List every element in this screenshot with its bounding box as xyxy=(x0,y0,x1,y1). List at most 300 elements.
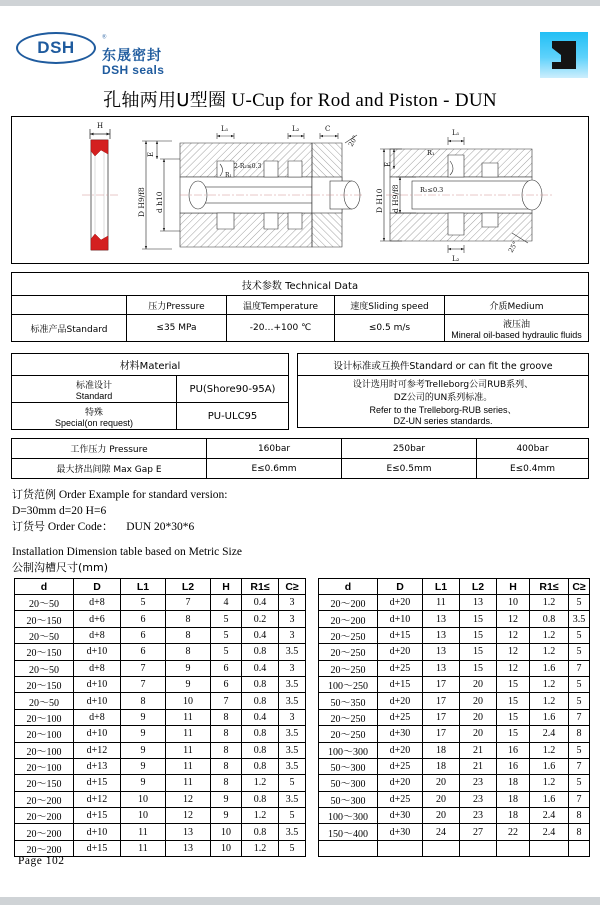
table-cell-d: d+25 xyxy=(378,660,423,676)
logo-mark: DSH xyxy=(16,32,96,64)
table-cell-c: 3.5 xyxy=(279,791,306,807)
table-row xyxy=(15,627,306,643)
table-cell-l1: 6 xyxy=(121,611,166,627)
table-cell-r1: 0.4 xyxy=(242,660,279,676)
table-cell-l2: 7 xyxy=(166,595,211,611)
table-row xyxy=(319,627,590,643)
table-cell-c: 3.5 xyxy=(569,611,590,627)
table-cell-h: 9 xyxy=(211,808,242,824)
table-row xyxy=(12,459,589,479)
table-cell-h: 18 xyxy=(497,775,530,791)
table-cell-h: 10 xyxy=(497,595,530,611)
table-cell-c: 3.5 xyxy=(279,726,306,742)
table-row xyxy=(15,758,306,774)
table-cell-d: d+15 xyxy=(378,627,423,643)
svg-text:C: C xyxy=(325,125,331,133)
table-row xyxy=(12,439,589,459)
table-row xyxy=(15,742,306,758)
table-cell-d: 20～200 xyxy=(319,595,378,611)
table-cell-l1: 18 xyxy=(423,742,460,758)
table-cell-l1: 9 xyxy=(121,709,166,725)
standard-groove-table xyxy=(297,353,589,428)
table-cell-c xyxy=(569,840,590,856)
standard-line-1: DZ公司的UN系列标准。 xyxy=(393,393,493,403)
table-cell-c: 5 xyxy=(569,595,590,611)
table-cell-d: d+30 xyxy=(378,808,423,824)
table-cell-l2 xyxy=(460,840,497,856)
table-cell-l2: 15 xyxy=(460,611,497,627)
table-cell-h: 15 xyxy=(497,693,530,709)
table-cell-d: 20～200 xyxy=(15,824,74,840)
table-cell-d: d+12 xyxy=(74,742,121,758)
table-cell-d: 20～150 xyxy=(15,644,74,660)
table-cell-r1: 0.8 xyxy=(242,824,279,840)
table-cell-c: 5 xyxy=(279,775,306,791)
table-cell-l2: 21 xyxy=(460,742,497,758)
table-cell-h: 8 xyxy=(211,742,242,758)
standard-body xyxy=(298,376,589,428)
table-row xyxy=(319,824,590,840)
table-cell-d: 100～300 xyxy=(319,808,378,824)
table-row xyxy=(319,742,590,758)
table-row xyxy=(298,376,589,428)
table-cell-l1: 17 xyxy=(423,726,460,742)
table-cell-d: d+6 xyxy=(74,611,121,627)
table-row xyxy=(12,354,289,376)
pressure-row-label: 工作压力 Pressure xyxy=(12,439,207,459)
table-cell-l2: 23 xyxy=(460,791,497,807)
material-table xyxy=(11,353,289,430)
table-cell-l1: 20 xyxy=(423,775,460,791)
installation-line-en: Installation Dimension table based on Metric Size xyxy=(12,546,242,558)
logo-wordmark xyxy=(102,32,164,76)
table-cell-d: d+15 xyxy=(74,775,121,791)
table-cell-h: 18 xyxy=(497,791,530,807)
table-cell-d: 20～250 xyxy=(319,660,378,676)
table-cell-r1: 1.2 xyxy=(530,676,569,692)
order-line-1 xyxy=(12,487,432,503)
table-cell-c: 3 xyxy=(279,627,306,643)
table-cell-d: 20～150 xyxy=(15,676,74,692)
rod-assembly xyxy=(386,129,552,263)
table-row xyxy=(12,376,289,403)
table-cell-r1: 1.6 xyxy=(530,791,569,807)
table-cell-l1: 20 xyxy=(423,791,460,807)
th-L1: L1 xyxy=(121,579,166,595)
table-cell-h: 12 xyxy=(497,627,530,643)
technical-data-title: 技术参数 Technical Data xyxy=(12,273,589,296)
table-cell-h: 16 xyxy=(497,742,530,758)
table-cell-h: 15 xyxy=(497,726,530,742)
table-cell-l2: 15 xyxy=(460,660,497,676)
table-cell-h: 5 xyxy=(211,644,242,660)
table-cell-r1: 1.2 xyxy=(530,775,569,791)
standard-line-0: 设计选用时可参考Trelleborg公司RUB系列、 xyxy=(352,380,534,390)
th-pressure: 压力Pressure xyxy=(127,296,227,315)
standard-title: 设计标准或互换件Standard or can fit the groove xyxy=(298,354,589,376)
table-cell-l2: 23 xyxy=(460,775,497,791)
table-cell-r1: 1.6 xyxy=(530,660,569,676)
table-row xyxy=(12,403,289,430)
seal-profile xyxy=(82,122,118,250)
company-logo xyxy=(16,32,164,76)
table-cell-c: 3.5 xyxy=(279,824,306,840)
table-cell-l1: 13 xyxy=(423,627,460,643)
th-H: H xyxy=(497,579,530,595)
pressure-250: 250bar xyxy=(342,439,477,459)
table-cell-c: 3.5 xyxy=(279,758,306,774)
table-cell-c: 3.5 xyxy=(279,644,306,660)
table-cell-l2: 8 xyxy=(166,611,211,627)
table-cell-r1: 2.4 xyxy=(530,824,569,840)
table-row xyxy=(15,808,306,824)
table-row xyxy=(319,709,590,725)
table-cell-d: d+8 xyxy=(74,709,121,725)
table-cell-r1: 1.2 xyxy=(530,693,569,709)
material-label-cn: 特殊 xyxy=(84,407,103,418)
table-cell-d: 20～50 xyxy=(15,627,74,643)
table-cell-l2: 12 xyxy=(166,791,211,807)
dimension-table-left xyxy=(14,578,306,857)
table-row xyxy=(319,595,590,611)
table-cell-r1: 0.4 xyxy=(242,595,279,611)
table-cell-r1: 1.2 xyxy=(242,840,279,856)
table-cell-r1: 1.2 xyxy=(530,644,569,660)
table-cell-l1: 9 xyxy=(121,775,166,791)
svg-text:L₁: L₁ xyxy=(452,129,460,137)
th-d: d xyxy=(15,579,74,595)
order-code-value: DUN 20*30*6 xyxy=(126,521,195,533)
pressure-gap-table xyxy=(11,438,589,479)
table-cell-h: 12 xyxy=(497,660,530,676)
th-L2: L2 xyxy=(460,579,497,595)
registered-mark-icon: ® xyxy=(102,34,107,41)
table-row xyxy=(319,644,590,660)
table-cell-c: 7 xyxy=(569,791,590,807)
material-row-1-label xyxy=(12,403,177,430)
order-line-1-cn: 订货范例 xyxy=(12,488,56,501)
table-cell-l2: 15 xyxy=(460,627,497,643)
u-cup-seal-icon xyxy=(540,32,588,78)
dimension-table-right-body xyxy=(319,595,590,857)
medium-cn: 液压油 xyxy=(502,319,530,330)
table-cell-l2: 12 xyxy=(166,808,211,824)
th-R1: R1≤ xyxy=(242,579,279,595)
page-header xyxy=(0,6,600,84)
svg-text:H: H xyxy=(97,122,104,130)
table-cell-h: 6 xyxy=(211,660,242,676)
table-cell-l2: 13 xyxy=(460,595,497,611)
svg-text:2-R₂≤0.3: 2-R₂≤0.3 xyxy=(234,163,262,170)
dimension-table-left-head xyxy=(15,579,306,595)
table-cell-d: d+10 xyxy=(74,676,121,692)
material-label-en: Standard xyxy=(75,390,113,401)
table-cell-l1: 7 xyxy=(121,660,166,676)
table-cell-l2: 13 xyxy=(166,840,211,856)
table-row xyxy=(15,644,306,660)
table-cell-l2: 11 xyxy=(166,758,211,774)
table-header-row xyxy=(319,579,590,595)
table-cell-c: 3.5 xyxy=(279,693,306,709)
table-row xyxy=(298,354,589,376)
table-cell-l2: 20 xyxy=(460,676,497,692)
table-cell-l1: 20 xyxy=(423,808,460,824)
table-cell-c: 3.5 xyxy=(279,742,306,758)
table-row xyxy=(319,611,590,627)
table-cell-d: d+15 xyxy=(378,676,423,692)
table-cell-d: d+20 xyxy=(378,693,423,709)
table-cell-l2: 11 xyxy=(166,742,211,758)
svg-text:E: E xyxy=(384,161,392,167)
table-cell-h: 8 xyxy=(211,775,242,791)
table-cell-r1: 0.4 xyxy=(242,627,279,643)
table-cell-d: 50～300 xyxy=(319,758,378,774)
material-row-1-value: PU-ULC95 xyxy=(177,403,289,430)
table-cell-c: 5 xyxy=(569,693,590,709)
table-cell-r1: 0.8 xyxy=(242,791,279,807)
material-row-0-label xyxy=(12,376,177,403)
medium-en: Mineral oil-based hydraulic fluids xyxy=(451,329,582,340)
dimension-table-left-body xyxy=(15,595,306,857)
table-cell-c: 3 xyxy=(279,660,306,676)
table-cell-d: d+10 xyxy=(74,726,121,742)
th-H: H xyxy=(211,579,242,595)
svg-text:R₁: R₁ xyxy=(427,149,435,157)
table-row xyxy=(319,840,590,856)
th-L1: L1 xyxy=(423,579,460,595)
table-row xyxy=(15,791,306,807)
table-cell-d: 20～250 xyxy=(319,627,378,643)
material-label-en: Special(on request) xyxy=(54,417,134,428)
table-cell-l1: 18 xyxy=(423,758,460,774)
table-cell-h: 8 xyxy=(211,758,242,774)
table-row xyxy=(319,791,590,807)
table-cell-l1: 24 xyxy=(423,824,460,840)
table-cell-l1: 7 xyxy=(121,676,166,692)
table-cell-r1: 0.8 xyxy=(242,742,279,758)
table-cell-r1: 0.8 xyxy=(242,693,279,709)
table-cell-h: 10 xyxy=(211,840,242,856)
table-cell-d: 150～400 xyxy=(319,824,378,840)
installation-heading xyxy=(12,545,432,575)
table-cell-l2: 11 xyxy=(166,709,211,725)
table-row xyxy=(12,296,589,315)
table-cell-d: d+15 xyxy=(74,840,121,856)
table-cell-d: 100～250 xyxy=(319,676,378,692)
order-line-1-en: Order Example for standard version: xyxy=(58,489,228,501)
table-row xyxy=(319,758,590,774)
table-cell-d: 20～250 xyxy=(319,644,378,660)
table-cell-d: d+30 xyxy=(378,824,423,840)
table-cell-l1: 5 xyxy=(121,595,166,611)
table-cell-d: d+20 xyxy=(378,595,423,611)
table-cell-h: 6 xyxy=(211,676,242,692)
td-pressure-value: ≤35 MPa xyxy=(127,315,227,342)
svg-text:d h10: d h10 xyxy=(155,191,164,213)
table-row xyxy=(15,726,306,742)
th-blank xyxy=(12,296,127,315)
table-cell-c: 7 xyxy=(569,758,590,774)
table-cell-c: 5 xyxy=(569,676,590,692)
table-cell-d: d+8 xyxy=(74,595,121,611)
table-row xyxy=(15,611,306,627)
table-cell-c: 5 xyxy=(279,840,306,856)
table-cell-d: 100～300 xyxy=(319,742,378,758)
table-cell-l1: 9 xyxy=(121,742,166,758)
piston-assembly xyxy=(180,125,320,247)
table-row xyxy=(319,808,590,824)
page-title xyxy=(0,86,600,112)
pressure-160: 160bar xyxy=(207,439,342,459)
table-cell-d: d+15 xyxy=(74,808,121,824)
table-cell-l1: 13 xyxy=(423,611,460,627)
table-cell-d: d+10 xyxy=(378,611,423,627)
th-sliding-speed: 速度Sliding speed xyxy=(335,296,445,315)
table-cell-c: 8 xyxy=(569,726,590,742)
standard-line-2: Refer to the Trelleborg-RUB series、 xyxy=(369,405,517,415)
table-cell-l2: 15 xyxy=(460,644,497,660)
table-cell-d: d+25 xyxy=(378,791,423,807)
table-cell-d: 20～100 xyxy=(15,742,74,758)
dimension-table-right-head xyxy=(319,579,590,595)
table-cell-h xyxy=(497,840,530,856)
table-cell-h: 9 xyxy=(211,791,242,807)
table-cell-l1: 17 xyxy=(423,693,460,709)
table-row xyxy=(15,824,306,840)
table-cell-c: 3 xyxy=(279,709,306,725)
maxgap-400: E≤0.4mm xyxy=(477,459,589,479)
table-row xyxy=(15,660,306,676)
material-title: 材料Material xyxy=(12,354,289,376)
logo-name-en: DSH seals xyxy=(102,63,165,77)
table-cell-r1 xyxy=(530,840,569,856)
table-cell-l1: 13 xyxy=(423,644,460,660)
table-cell-h: 12 xyxy=(497,644,530,660)
table-cell-r1: 1.6 xyxy=(530,758,569,774)
svg-text:25°: 25° xyxy=(506,240,520,254)
th-L2: L2 xyxy=(166,579,211,595)
table-cell-d xyxy=(378,840,423,856)
table-cell-l1: 8 xyxy=(121,693,166,709)
svg-text:D H9/f8: D H9/f8 xyxy=(137,187,146,217)
table-cell-d: d+10 xyxy=(74,644,121,660)
table-header-row xyxy=(15,579,306,595)
svg-text:D H10: D H10 xyxy=(375,188,384,213)
table-cell-d: 20～150 xyxy=(15,775,74,791)
svg-text:R₁: R₁ xyxy=(225,172,232,179)
table-cell-d: 20～50 xyxy=(15,693,74,709)
th-D: D xyxy=(74,579,121,595)
table-row xyxy=(12,315,589,342)
table-cell-c: 7 xyxy=(569,660,590,676)
table-cell-d: d+10 xyxy=(74,693,121,709)
chamfer-detail xyxy=(312,125,364,247)
table-row xyxy=(319,693,590,709)
table-cell-l1: 10 xyxy=(121,808,166,824)
table-cell-r1: 1.2 xyxy=(530,595,569,611)
table-cell-r1: 0.8 xyxy=(530,611,569,627)
table-cell-l2: 11 xyxy=(166,726,211,742)
table-cell-h: 5 xyxy=(211,627,242,643)
th-C: C≥ xyxy=(569,579,590,595)
order-example xyxy=(12,487,432,535)
table-cell-d: 20～100 xyxy=(15,758,74,774)
table-cell-d: d+25 xyxy=(378,709,423,725)
table-cell-h: 12 xyxy=(497,611,530,627)
th-R1: R1≤ xyxy=(530,579,569,595)
material-row-0-value: PU(Shore90-95A) xyxy=(177,376,289,403)
table-cell-l1: 9 xyxy=(121,758,166,774)
table-cell-l2: 8 xyxy=(166,627,211,643)
table-cell-d: d+20 xyxy=(378,775,423,791)
table-cell-h: 15 xyxy=(497,676,530,692)
table-cell-r1: 1.2 xyxy=(530,627,569,643)
order-line-2: D=30mm d=20 H=6 xyxy=(12,505,107,517)
table-cell-l2: 10 xyxy=(166,693,211,709)
table-cell-d: 20～250 xyxy=(319,709,378,725)
svg-text:20°: 20° xyxy=(346,134,360,148)
table-cell-h: 8 xyxy=(211,709,242,725)
table-cell-h: 5 xyxy=(211,611,242,627)
table-cell-l2: 20 xyxy=(460,693,497,709)
table-cell-r1: 0.8 xyxy=(242,758,279,774)
table-cell-r1: 2.4 xyxy=(530,726,569,742)
svg-text:L₂: L₂ xyxy=(292,125,300,133)
table-cell-d: d+25 xyxy=(378,758,423,774)
order-code-cn: 订货号 xyxy=(12,520,45,533)
table-cell-d: d+13 xyxy=(74,758,121,774)
table-cell-l1: 6 xyxy=(121,644,166,660)
table-cell-d: 20～250 xyxy=(319,726,378,742)
order-line-3 xyxy=(12,519,432,535)
td-standard-label: 标准产品Standard xyxy=(12,315,127,342)
table-cell-r1: 2.4 xyxy=(530,808,569,824)
order-code-en: Order Code： xyxy=(47,521,114,533)
table-cell-l1: 17 xyxy=(423,676,460,692)
table-cell-h: 15 xyxy=(497,709,530,725)
table-row xyxy=(319,726,590,742)
table-cell-l1: 6 xyxy=(121,627,166,643)
table-cell-h: 10 xyxy=(211,824,242,840)
table-cell-c: 7 xyxy=(569,709,590,725)
table-row xyxy=(319,775,590,791)
table-cell-d: 20～150 xyxy=(15,611,74,627)
installation-drawing-svg xyxy=(12,117,588,263)
svg-text:L₂: L₂ xyxy=(452,255,460,263)
table-cell-d: 50～300 xyxy=(319,791,378,807)
table-cell-d: d+8 xyxy=(74,627,121,643)
svg-text:R₂≤0.3: R₂≤0.3 xyxy=(420,186,444,194)
table-cell-l2: 8 xyxy=(166,644,211,660)
table-cell-d: 20～100 xyxy=(15,709,74,725)
bottom-gray-bar xyxy=(0,897,600,905)
table-cell-l1: 11 xyxy=(423,595,460,611)
table-cell-d: 20～200 xyxy=(15,808,74,824)
standard-line-3: DZ-UN series standards. xyxy=(393,416,493,426)
table-row xyxy=(15,676,306,692)
maxgap-row-label: 最大挤出间隙 Max Gap E xyxy=(12,459,207,479)
table-cell-l1: 10 xyxy=(121,791,166,807)
table-cell-h: 7 xyxy=(211,693,242,709)
table-cell-c: 5 xyxy=(569,627,590,643)
table-cell-d: d+20 xyxy=(378,644,423,660)
material-label-cn: 标准设计 xyxy=(75,380,112,391)
table-cell-l2: 21 xyxy=(460,758,497,774)
u-cup-seal-glyph xyxy=(540,32,588,78)
table-row xyxy=(319,660,590,676)
table-cell-c: 8 xyxy=(569,808,590,824)
table-row xyxy=(15,709,306,725)
